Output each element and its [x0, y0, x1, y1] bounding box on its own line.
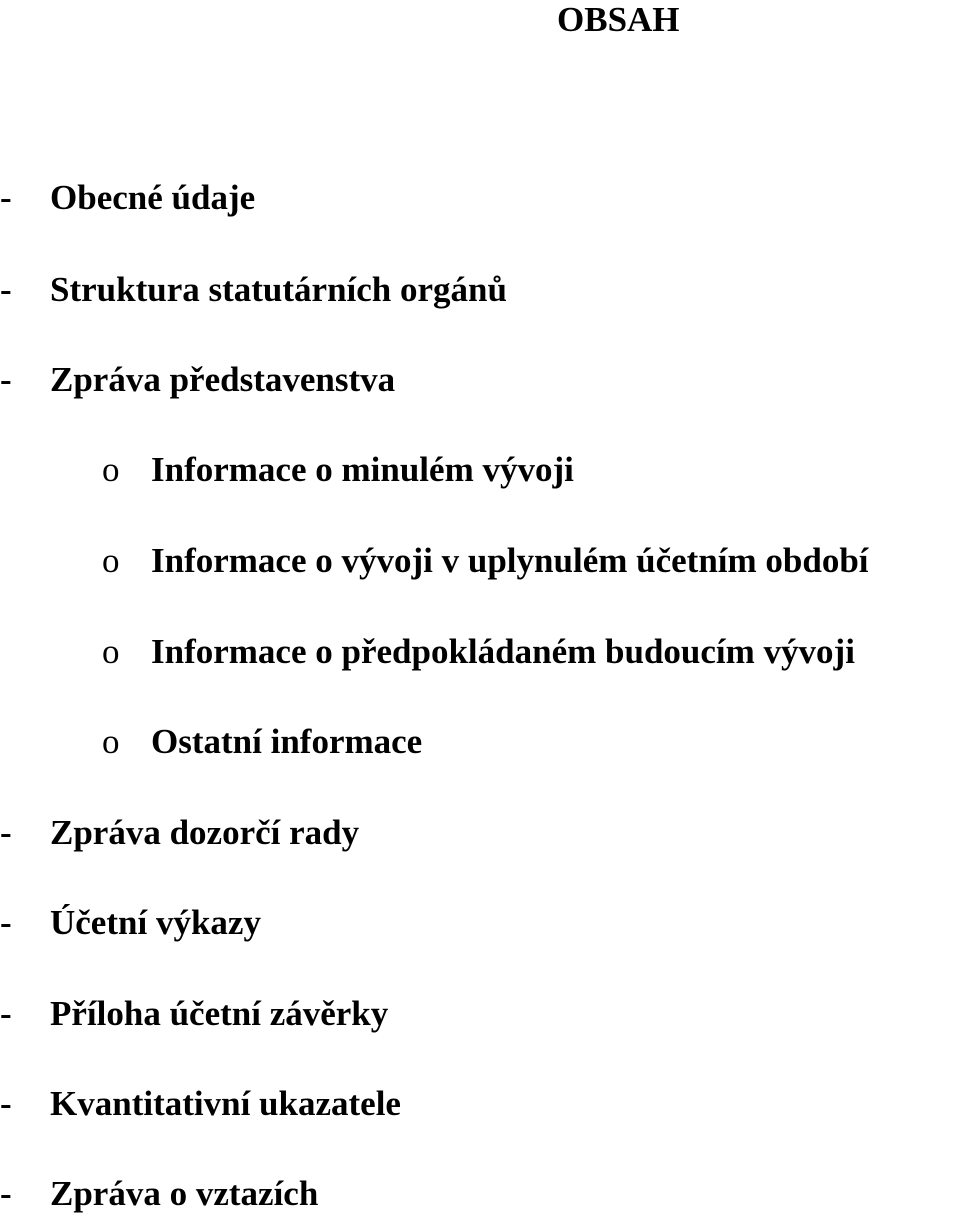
toc-item-label: Příloha účetní závěrky — [50, 994, 389, 1033]
toc-item-label: Zpráva o vztazích — [50, 1174, 319, 1213]
toc-subitem-ostatni-informace — [0, 722, 960, 762]
toc-item-zprava-dozorci-rady — [0, 813, 960, 853]
circle-bullet: o — [102, 450, 120, 489]
circle-bullet: o — [102, 722, 120, 761]
toc-item-priloha-zaverky — [0, 994, 960, 1034]
toc-subitem-uplynule-obdobi — [0, 541, 960, 581]
toc-subitem-label: Informace o minulém vývoji — [151, 450, 574, 489]
dash-bullet: - — [0, 994, 12, 1033]
dash-bullet: - — [0, 360, 12, 399]
circle-bullet: o — [102, 632, 120, 671]
toc-item-label: Obecné údaje — [50, 178, 256, 217]
dash-bullet: - — [0, 178, 12, 217]
toc-item-kvantitativni-ukazatele — [0, 1084, 960, 1124]
page-title: OBSAH — [557, 0, 680, 39]
toc-subitem-label: Ostatní informace — [151, 722, 423, 761]
toc-subitem-label: Informace o předpokládaném budoucím vývoji — [151, 632, 855, 671]
dash-bullet: - — [0, 1084, 12, 1123]
toc-subitem-label: Informace o vývoji v uplynulém účetním období — [151, 541, 869, 580]
toc-item-label: Zpráva dozorčí rady — [50, 813, 360, 852]
toc-item-ucetni-vykazy — [0, 903, 960, 943]
toc-item-label: Účetní výkazy — [50, 903, 261, 942]
toc-item-zprava-predstavenstva — [0, 360, 960, 400]
toc-item-struktura-organu — [0, 270, 960, 310]
toc-item-label: Kvantitativní ukazatele — [50, 1084, 401, 1123]
toc-item-label: Struktura statutárních orgánů — [50, 270, 507, 309]
toc-item-zprava-o-vztazich — [0, 1174, 960, 1214]
circle-bullet: o — [102, 541, 120, 580]
dash-bullet: - — [0, 813, 12, 852]
toc-item-label: Zpráva představenstva — [50, 360, 396, 399]
toc-subitem-budouci-vyvoj — [0, 632, 960, 672]
toc-subitem-minuly-vyvoj — [0, 450, 960, 490]
dash-bullet: - — [0, 1174, 12, 1213]
dash-bullet: - — [0, 270, 12, 309]
toc-item-obecne-udaje — [0, 178, 960, 218]
dash-bullet: - — [0, 903, 12, 942]
